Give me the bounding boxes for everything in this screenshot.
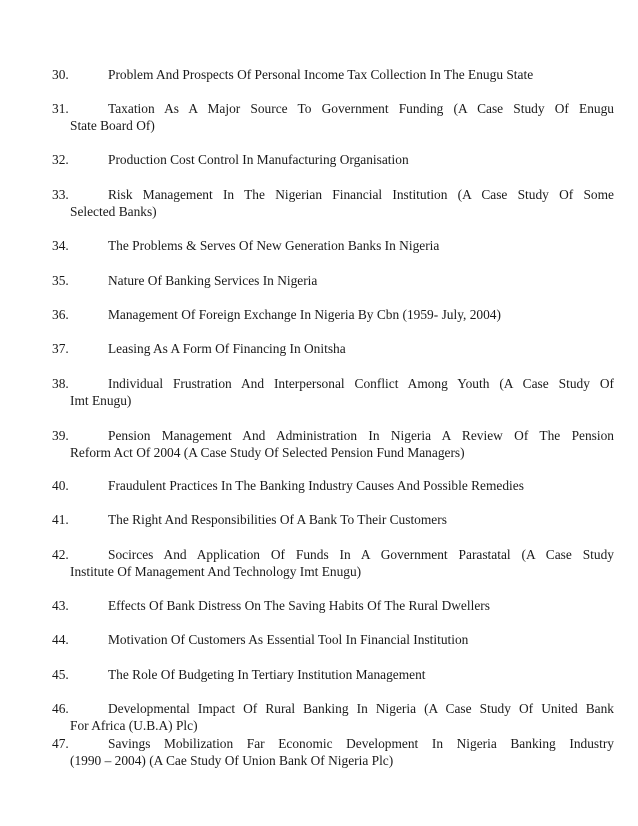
item-title-continuation: Imt Enugu) — [70, 393, 132, 408]
item-title: Effects Of Bank Distress On The Saving Habits Of The Rural Dwellers — [108, 598, 490, 613]
item-number: 37. — [52, 341, 69, 356]
item-title: Nature Of Banking Services In Nigeria — [108, 273, 318, 288]
list-item — [52, 511, 614, 528]
item-number: 35. — [52, 273, 69, 288]
item-title-continuation: Institute Of Management And Technology Imt Enugu) — [70, 564, 362, 579]
item-number: 46. — [52, 701, 69, 716]
item-number: 47. — [52, 736, 69, 751]
item-title: The Role Of Budgeting In Tertiary Institution Management — [108, 667, 426, 682]
list-item — [52, 597, 614, 614]
item-title-continuation: Selected Banks) — [70, 204, 157, 219]
item-number: 43. — [52, 598, 69, 613]
list-item — [52, 237, 614, 254]
item-number: 36. — [52, 307, 69, 322]
item-title-continuation: (1990 – 2004) (A Cae Study Of Union Bank Of Nigeria Plc) — [70, 753, 394, 768]
item-title: The Right And Responsibilities Of A Bank To Their Customers — [108, 512, 447, 527]
item-number: 40. — [52, 478, 69, 493]
item-number: 38. — [52, 376, 69, 391]
item-number: 45. — [52, 667, 69, 682]
list-item — [52, 375, 614, 409]
item-title: Developmental Impact Of Rural Banking In Nigeria (A Case Study Of United Bank — [108, 701, 614, 716]
item-title: Savings Mobilization Far Economic Development In Nigeria Banking Industry — [108, 736, 614, 751]
list-item — [52, 186, 614, 220]
list-item — [52, 427, 614, 461]
item-number: 30. — [52, 67, 69, 82]
item-title-continuation: State Board Of) — [70, 118, 155, 133]
list-item — [52, 306, 614, 323]
item-title: Problem And Prospects Of Personal Income Tax Collection In The Enugu State — [108, 67, 534, 82]
item-number: 41. — [52, 512, 69, 527]
list-item — [52, 66, 614, 83]
item-title: Socirces And Application Of Funds In A Government Parastatal (A Case Study — [108, 547, 614, 562]
list-item — [52, 272, 614, 289]
list-item — [52, 477, 614, 494]
item-number: 42. — [52, 547, 69, 562]
item-title: Production Cost Control In Manufacturing Organisation — [108, 152, 409, 167]
item-number: 39. — [52, 428, 69, 443]
item-title: Motivation Of Customers As Essential Tool In Financial Institution — [108, 632, 469, 647]
item-title: Taxation As A Major Source To Government Funding (A Case Study Of Enugu — [108, 101, 614, 116]
item-title: Risk Management In The Nigerian Financial Institution (A Case Study Of Some — [108, 187, 614, 202]
list-item — [52, 735, 614, 769]
item-title-continuation: Reform Act Of 2004 (A Case Study Of Selected Pension Fund Managers) — [70, 445, 465, 460]
item-number: 44. — [52, 632, 69, 647]
item-number: 31. — [52, 101, 69, 116]
item-title-continuation: For Africa (U.B.A) Plc) — [70, 718, 198, 733]
item-title: Fraudulent Practices In The Banking Industry Causes And Possible Remedies — [108, 478, 524, 493]
item-title: Management Of Foreign Exchange In Nigeria By Cbn (1959- July, 2004) — [108, 307, 501, 322]
list-item — [52, 151, 614, 168]
list-item — [52, 546, 614, 580]
item-title: The Problems & Serves Of New Generation Banks In Nigeria — [108, 238, 440, 253]
list-item — [52, 100, 614, 134]
item-title: Leasing As A Form Of Financing In Onitsha — [108, 341, 346, 356]
item-title: Pension Management And Administration In Nigeria A Review Of The Pension — [108, 428, 614, 443]
list-item — [52, 340, 614, 357]
item-number: 32. — [52, 152, 69, 167]
item-number: 33. — [52, 187, 69, 202]
list-item — [52, 666, 614, 683]
item-title: Individual Frustration And Interpersonal Conflict Among Youth (A Case Study Of — [108, 376, 614, 391]
item-number: 34. — [52, 238, 69, 253]
list-item — [52, 631, 614, 648]
list-item — [52, 700, 614, 734]
